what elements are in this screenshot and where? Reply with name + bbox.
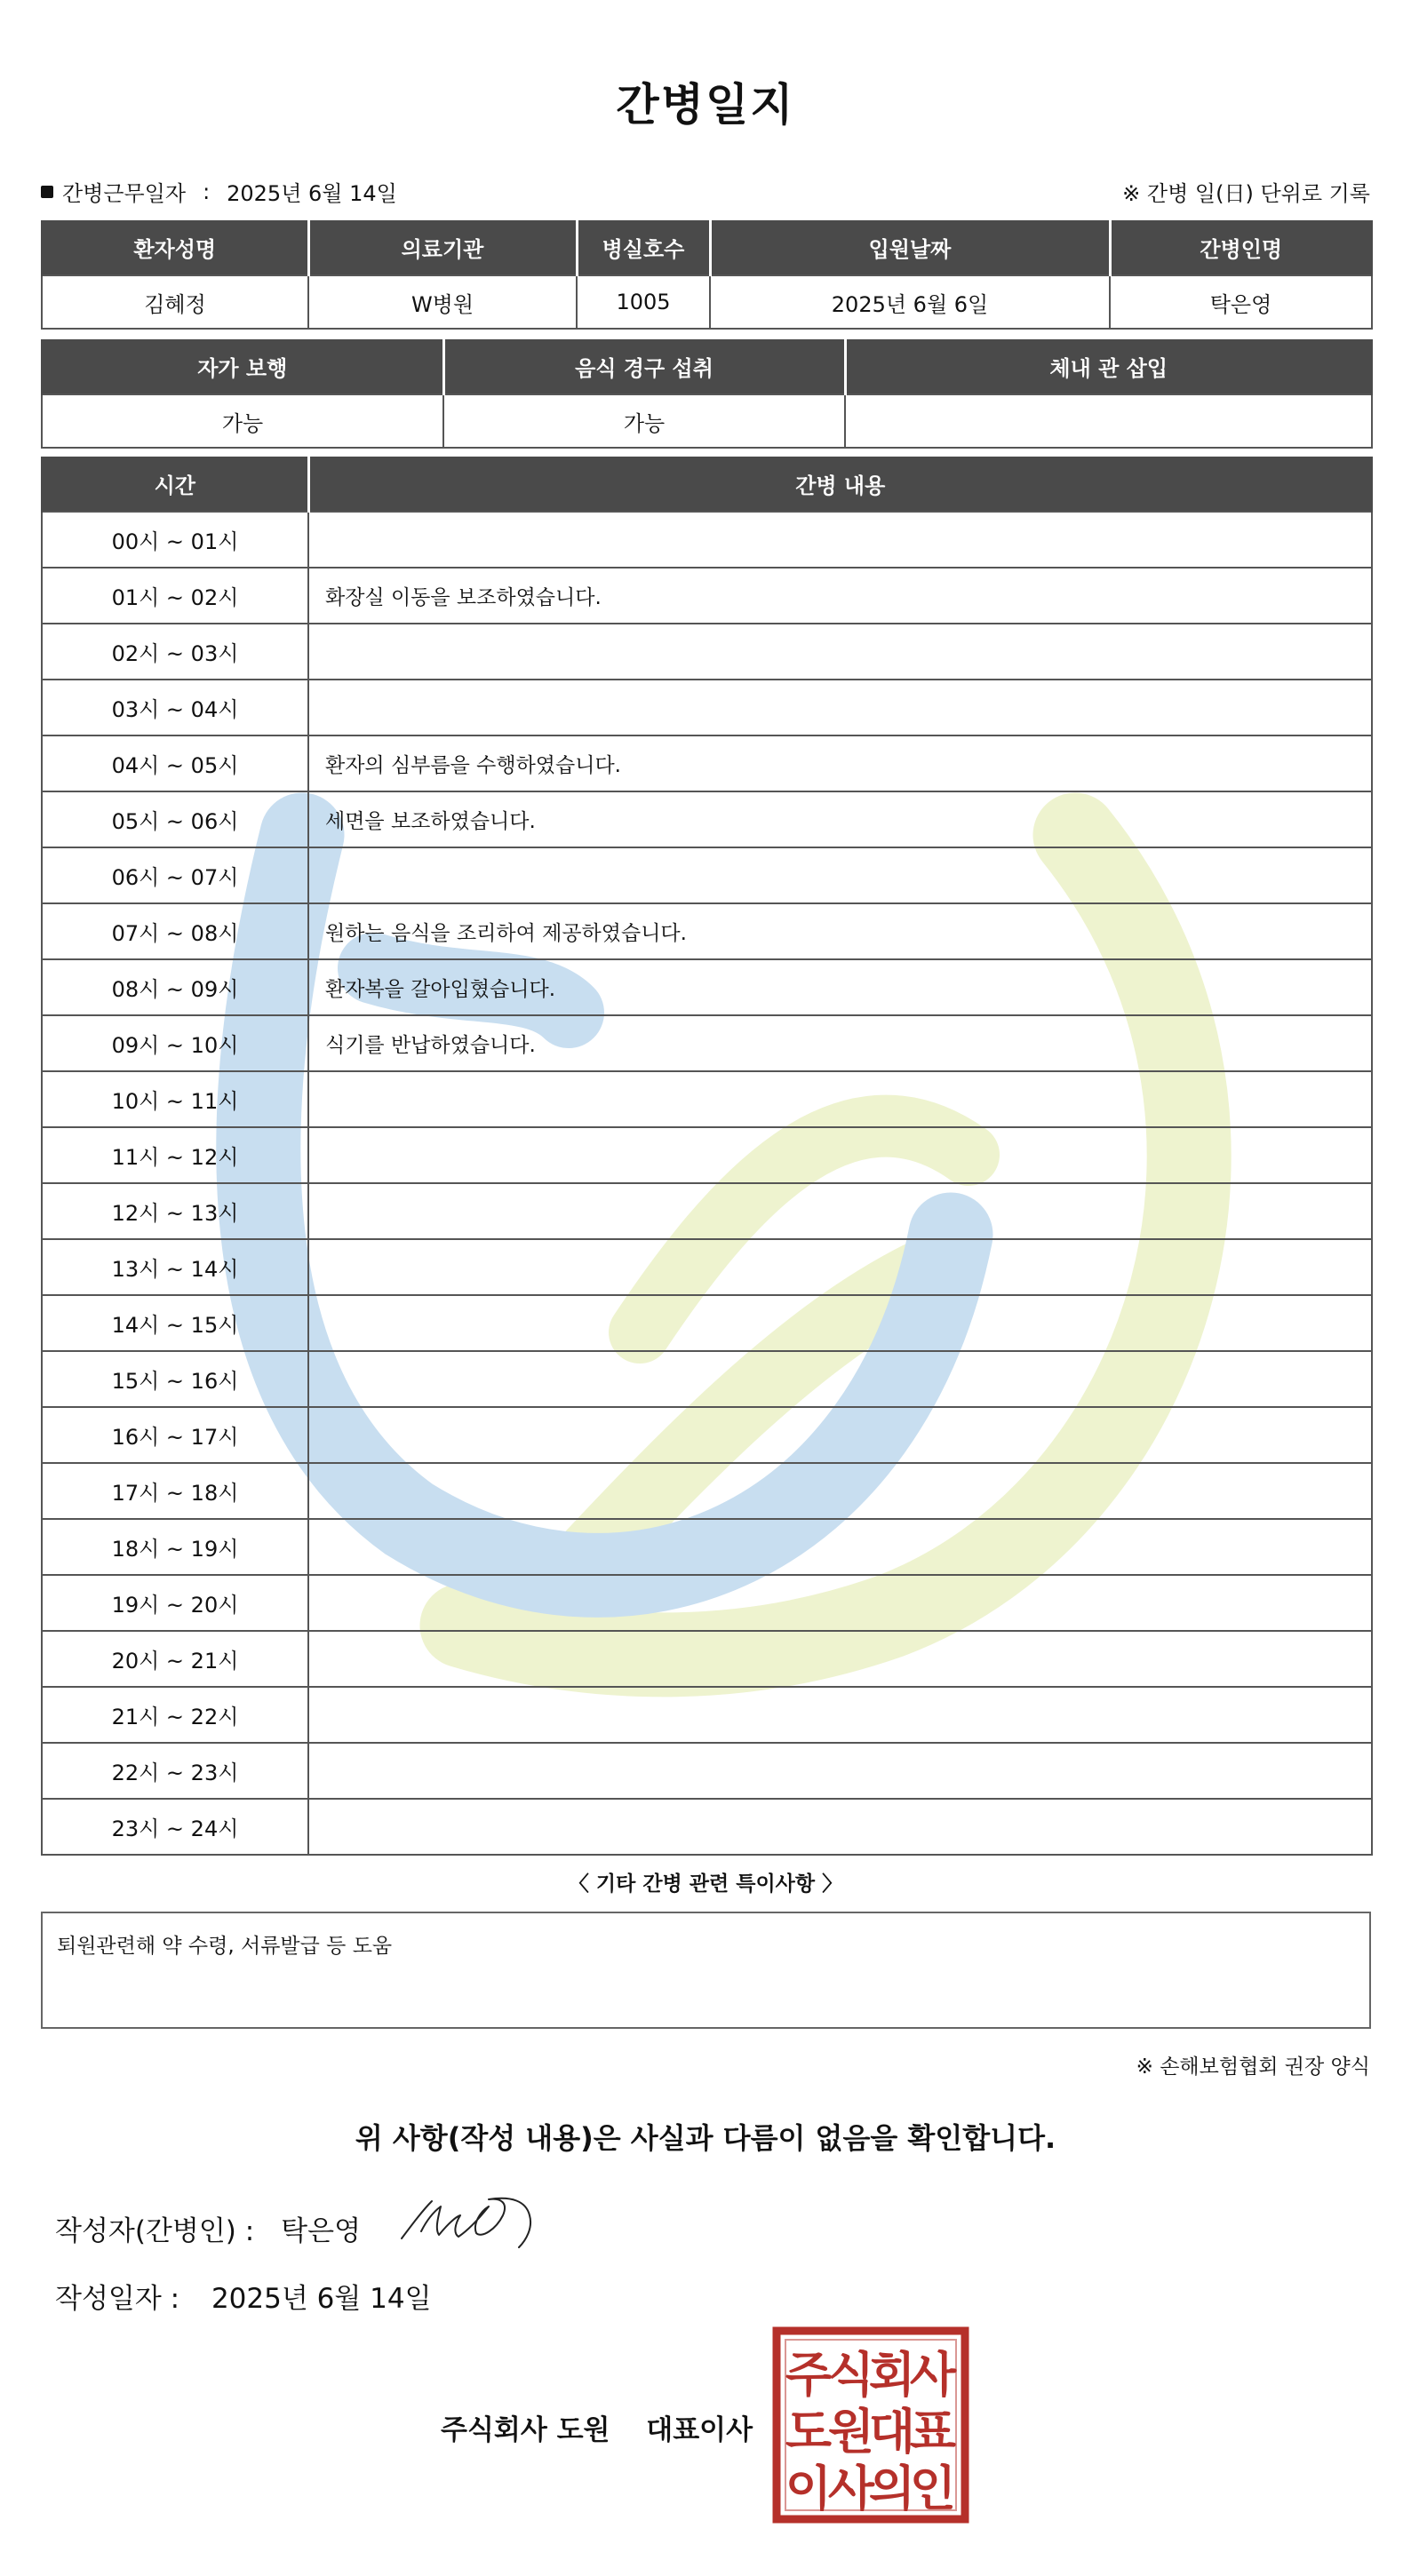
seal-character: 의 bbox=[868, 2461, 916, 2516]
company-line bbox=[441, 2407, 753, 2447]
care-log-time: 09시 ~ 10시 bbox=[42, 1015, 308, 1071]
written-date-value: 2025년 6월 14일 bbox=[211, 2283, 432, 2315]
seal-character: 주 bbox=[785, 2347, 833, 2403]
care-log-time: 16시 ~ 17시 bbox=[42, 1407, 308, 1463]
bullet-square-icon bbox=[41, 186, 53, 198]
patient-name-value: 김혜정 bbox=[42, 275, 308, 329]
room-number-value: 1005 bbox=[577, 275, 710, 329]
header-hospital: 의료기관 bbox=[308, 220, 577, 275]
care-log-content bbox=[308, 1127, 1372, 1183]
care-log-time: 17시 ~ 18시 bbox=[42, 1463, 308, 1519]
seal-character: 사 bbox=[909, 2347, 957, 2403]
work-date-line bbox=[41, 176, 397, 207]
tube-insertion-value bbox=[845, 394, 1372, 448]
care-log-content: 세면을 보조하였습니다. bbox=[308, 791, 1372, 847]
care-log-content bbox=[308, 1519, 1372, 1575]
care-log-row bbox=[42, 735, 1372, 791]
care-log-row bbox=[42, 1687, 1372, 1743]
seal-character: 대 bbox=[868, 2404, 916, 2460]
header-time: 시간 bbox=[42, 457, 308, 512]
care-log-time: 15시 ~ 16시 bbox=[42, 1351, 308, 1407]
care-log-row bbox=[42, 1799, 1372, 1855]
special-notes-box: 퇴원관련해 약 수령, 서류발급 등 도움 bbox=[41, 1912, 1371, 2029]
header-admission-date: 입원날짜 bbox=[710, 220, 1110, 275]
care-log-content bbox=[308, 847, 1372, 903]
care-log-content: 환자복을 갈아입혔습니다. bbox=[308, 959, 1372, 1015]
seal-character: 표 bbox=[909, 2404, 957, 2460]
care-log-content bbox=[308, 680, 1372, 735]
patient-info-table bbox=[41, 220, 1373, 330]
care-log-content bbox=[308, 1463, 1372, 1519]
care-log-row bbox=[42, 1463, 1372, 1519]
care-log-row bbox=[42, 1239, 1372, 1295]
care-log-row bbox=[42, 1407, 1372, 1463]
signature-image bbox=[396, 2189, 538, 2253]
care-log-time: 07시 ~ 08시 bbox=[42, 903, 308, 959]
seal-character: 식 bbox=[827, 2347, 875, 2403]
work-date-separator: : bbox=[203, 179, 211, 204]
care-log-content bbox=[308, 512, 1372, 568]
confirmation-statement: 위 사항(작성 내용)은 사실과 다름이 없음을 확인합니다. bbox=[355, 2121, 1056, 2155]
header-room-number: 병실호수 bbox=[577, 220, 710, 275]
company-name: 주식회사 도원 bbox=[441, 2414, 610, 2446]
written-date-label: 작성일자 : bbox=[55, 2283, 180, 2315]
caregiver-name-value: 탁은영 bbox=[1110, 275, 1372, 329]
care-log-content bbox=[308, 1631, 1372, 1687]
page-title: 간병일지 bbox=[616, 79, 795, 131]
care-log-body bbox=[42, 512, 1372, 1855]
care-log-row bbox=[42, 1519, 1372, 1575]
header-patient-name: 환자성명 bbox=[42, 220, 308, 275]
special-notes-heading: 〈 기타 간병 관련 특이사항 〉 bbox=[568, 1872, 843, 1896]
patient-status-table bbox=[41, 339, 1373, 449]
care-log-time: 11시 ~ 12시 bbox=[42, 1127, 308, 1183]
header-caregiver-name: 간병인명 bbox=[1110, 220, 1372, 275]
hourly-care-log-table bbox=[41, 457, 1373, 1856]
care-log-row bbox=[42, 1575, 1372, 1631]
care-log-time: 13시 ~ 14시 bbox=[42, 1239, 308, 1295]
care-log-time: 14시 ~ 15시 bbox=[42, 1295, 308, 1351]
care-log-content bbox=[308, 1407, 1372, 1463]
care-log-header-row bbox=[42, 457, 1372, 512]
header-tube-insertion: 체내 관 삽입 bbox=[845, 339, 1372, 394]
author-label: 작성자(간병인) : bbox=[55, 2215, 255, 2247]
admission-date-value: 2025년 6월 6일 bbox=[710, 275, 1110, 329]
care-log-content: 원하는 음식을 조리하여 제공하였습니다. bbox=[308, 903, 1372, 959]
care-log-row bbox=[42, 680, 1372, 735]
author-line bbox=[55, 2208, 361, 2248]
care-log-time: 08시 ~ 09시 bbox=[42, 959, 308, 1015]
seal-character: 회 bbox=[868, 2347, 916, 2403]
care-log-row bbox=[42, 1071, 1372, 1127]
care-log-row bbox=[42, 1183, 1372, 1239]
care-log-time: 19시 ~ 20시 bbox=[42, 1575, 308, 1631]
care-log-row bbox=[42, 791, 1372, 847]
hospital-value: W병원 bbox=[308, 275, 577, 329]
seal-character: 인 bbox=[909, 2461, 957, 2516]
written-date-line bbox=[55, 2276, 432, 2316]
author-name: 탁은영 bbox=[281, 2215, 362, 2247]
care-log-content bbox=[308, 1071, 1372, 1127]
care-log-row bbox=[42, 1295, 1372, 1351]
care-log-time: 01시 ~ 02시 bbox=[42, 568, 308, 624]
care-log-content: 환자의 심부름을 수행하였습니다. bbox=[308, 735, 1372, 791]
care-log-time: 18시 ~ 19시 bbox=[42, 1519, 308, 1575]
care-log-row bbox=[42, 1351, 1372, 1407]
care-log-content bbox=[308, 624, 1372, 680]
status-value-row bbox=[42, 394, 1372, 448]
care-log-content bbox=[308, 1687, 1372, 1743]
patient-info-value-row bbox=[42, 275, 1372, 329]
status-header-row bbox=[42, 339, 1372, 394]
care-log-time: 05시 ~ 06시 bbox=[42, 791, 308, 847]
seal-character: 사 bbox=[827, 2461, 875, 2516]
work-date-label: 간병근무일자 bbox=[62, 181, 187, 206]
care-log-content bbox=[308, 1799, 1372, 1855]
oral-intake-value: 가능 bbox=[443, 394, 845, 448]
seal-character: 이 bbox=[785, 2461, 833, 2516]
self-walking-value: 가능 bbox=[42, 394, 443, 448]
care-log-time: 00시 ~ 01시 bbox=[42, 512, 308, 568]
care-log-content bbox=[308, 1239, 1372, 1295]
care-log-row bbox=[42, 1631, 1372, 1687]
care-log-row bbox=[42, 847, 1372, 903]
care-log-time: 21시 ~ 22시 bbox=[42, 1687, 308, 1743]
care-log-content bbox=[308, 1183, 1372, 1239]
care-log-row bbox=[42, 1743, 1372, 1799]
care-log-time: 23시 ~ 24시 bbox=[42, 1799, 308, 1855]
daily-record-note: ※ 간병 일(日) 단위로 기록 bbox=[1122, 181, 1370, 206]
header-care-content: 간병 내용 bbox=[308, 457, 1372, 512]
care-log-time: 02시 ~ 03시 bbox=[42, 624, 308, 680]
care-log-time: 03시 ~ 04시 bbox=[42, 680, 308, 735]
care-log-time: 22시 ~ 23시 bbox=[42, 1743, 308, 1799]
seal-character: 원 bbox=[827, 2404, 875, 2460]
care-log-time: 12시 ~ 13시 bbox=[42, 1183, 308, 1239]
care-log-time: 04시 ~ 05시 bbox=[42, 735, 308, 791]
patient-info-header-row bbox=[42, 220, 1372, 275]
care-log-content: 화장실 이동을 보조하였습니다. bbox=[308, 568, 1372, 624]
care-log-content bbox=[308, 1295, 1372, 1351]
representative-title: 대표이사 bbox=[646, 2414, 753, 2446]
company-seal-stamp bbox=[771, 2326, 970, 2524]
care-log-time: 20시 ~ 21시 bbox=[42, 1631, 308, 1687]
care-log-time: 06시 ~ 07시 bbox=[42, 847, 308, 903]
care-log-row bbox=[42, 1015, 1372, 1071]
care-log-time: 10시 ~ 11시 bbox=[42, 1071, 308, 1127]
recommendation-note: ※ 손해보험협회 권장 양식 bbox=[1136, 2055, 1370, 2079]
care-log-row bbox=[42, 959, 1372, 1015]
care-log-content bbox=[308, 1351, 1372, 1407]
work-date-value: 2025년 6월 14일 bbox=[227, 181, 397, 206]
care-log-content: 식기를 반납하였습니다. bbox=[308, 1015, 1372, 1071]
care-log-content bbox=[308, 1575, 1372, 1631]
seal-character: 도 bbox=[785, 2404, 833, 2460]
care-log-content bbox=[308, 1743, 1372, 1799]
header-self-walking: 자가 보행 bbox=[42, 339, 443, 394]
header-oral-intake: 음식 경구 섭취 bbox=[443, 339, 845, 394]
care-log-row bbox=[42, 1127, 1372, 1183]
care-log-row bbox=[42, 903, 1372, 959]
care-log-row bbox=[42, 568, 1372, 624]
care-log-row bbox=[42, 512, 1372, 568]
care-log-row bbox=[42, 624, 1372, 680]
